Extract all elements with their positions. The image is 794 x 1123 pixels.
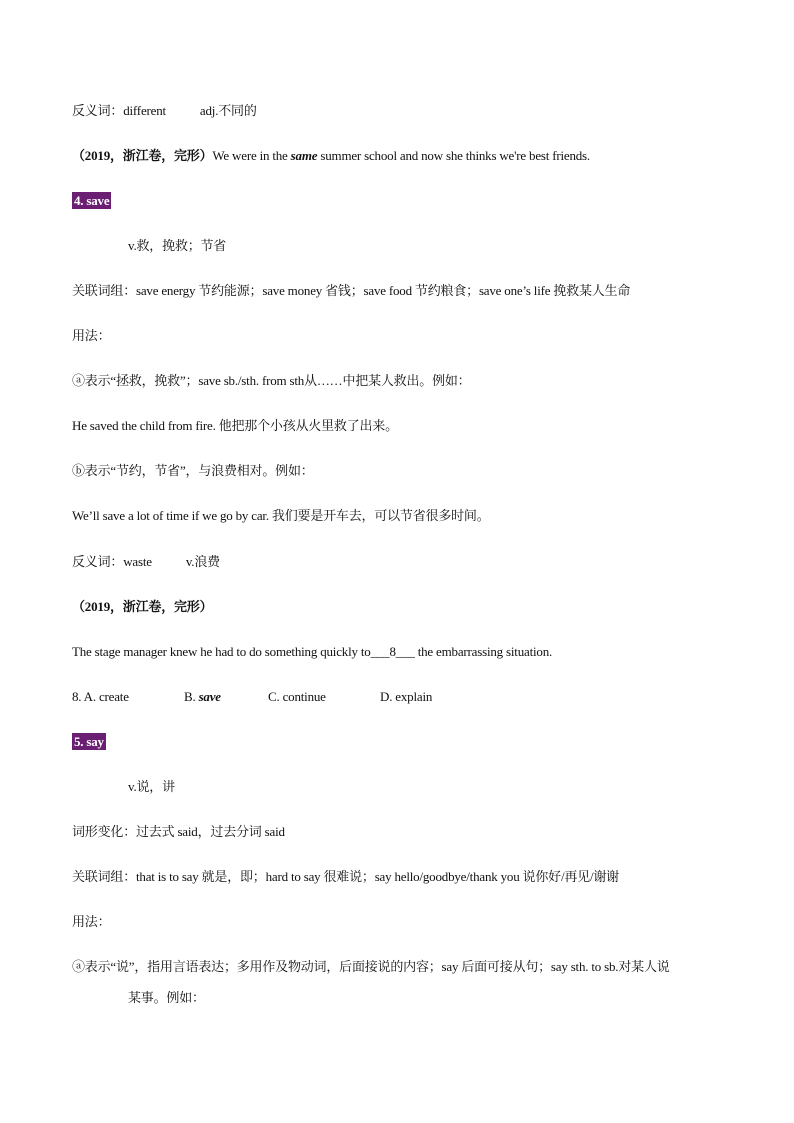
- say-part-of-speech: v.说，讲: [128, 779, 175, 794]
- option-a: 8. A. create: [72, 689, 129, 704]
- antonym-word: different: [123, 103, 166, 118]
- exam-options: [72, 688, 472, 706]
- save-usage-2: ⓑ表示“节约，节省”，与浪费相对。例如：: [72, 463, 314, 478]
- option-b-label: B.: [184, 689, 199, 704]
- exam-source: （2019，浙江卷，完形）: [72, 148, 213, 163]
- antonym-definition: adj.不同的: [199, 103, 257, 118]
- exam-sentence-after: summer school and now she thinks we're best friends.: [317, 148, 590, 163]
- antonym-word: waste: [123, 554, 152, 569]
- say-related-phrases: 关联词组：that is to say 就是，即；hard to say 很难说；say hello/goodbye/thank you 说你好/再见/谢谢: [72, 869, 619, 884]
- save-related-phrases: 关联词组：save energy 节约能源；save money 省钱；save food 节约粮食；save one’s life 挽救某人生命: [72, 283, 631, 298]
- exam-blank: ___8___: [370, 644, 415, 659]
- section-heading-5: [72, 733, 106, 751]
- antonym-line-same: [72, 102, 257, 120]
- exam-sentence-before: We were in the: [212, 148, 291, 163]
- heading-save: 4. save: [74, 193, 110, 208]
- save-example-2: We’ll save a lot of time if we go by car. 我们要是开车去，可以节省很多时间。: [72, 508, 490, 523]
- exam-sentence-after: the embarrassing situation.: [414, 644, 553, 659]
- save-usage-1: ⓐ表示“拯救，挽救”；save sb./sth. from sth从……中把某人救出。例如：: [72, 373, 471, 388]
- option-b-word: save: [198, 689, 221, 704]
- exam-question-2: [72, 643, 552, 661]
- save-example-1: He saved the child from fire. 他把那个小孩从火里救了出来。: [72, 418, 398, 433]
- say-usage-label: 用法：: [72, 914, 111, 929]
- save-part-of-speech: v.救，挽救；节省: [128, 238, 227, 253]
- exam-sentence-before: The stage manager knew he had to do something quickly to: [72, 644, 371, 659]
- exam-example-1: [72, 147, 590, 165]
- say-usage-1: ⓐ表示“说”，指用言语表达；多用作及物动词，后面接说的内容；say 后面可接从句；say sth. to sb.对某人说: [72, 959, 670, 974]
- antonym-label: 反义词：: [72, 103, 124, 118]
- exam-highlight-word: same: [290, 148, 318, 163]
- heading-say: 5. say: [74, 734, 104, 749]
- antonym-label: 反义词：: [72, 554, 124, 569]
- antonym-definition: v.浪费: [185, 554, 220, 569]
- save-usage-label: 用法：: [72, 328, 111, 343]
- option-b: [184, 688, 221, 706]
- option-c: C. continue: [268, 689, 326, 704]
- say-usage-1-continued: 某事。例如：: [128, 990, 205, 1005]
- section-heading-4: [72, 192, 111, 210]
- say-word-forms: 词形变化：过去式 said，过去分词 said: [72, 824, 285, 839]
- option-d: D. explain: [380, 689, 433, 704]
- antonym-line-save: [72, 553, 220, 571]
- exam-source-2: （2019，浙江卷，完形）: [72, 599, 213, 614]
